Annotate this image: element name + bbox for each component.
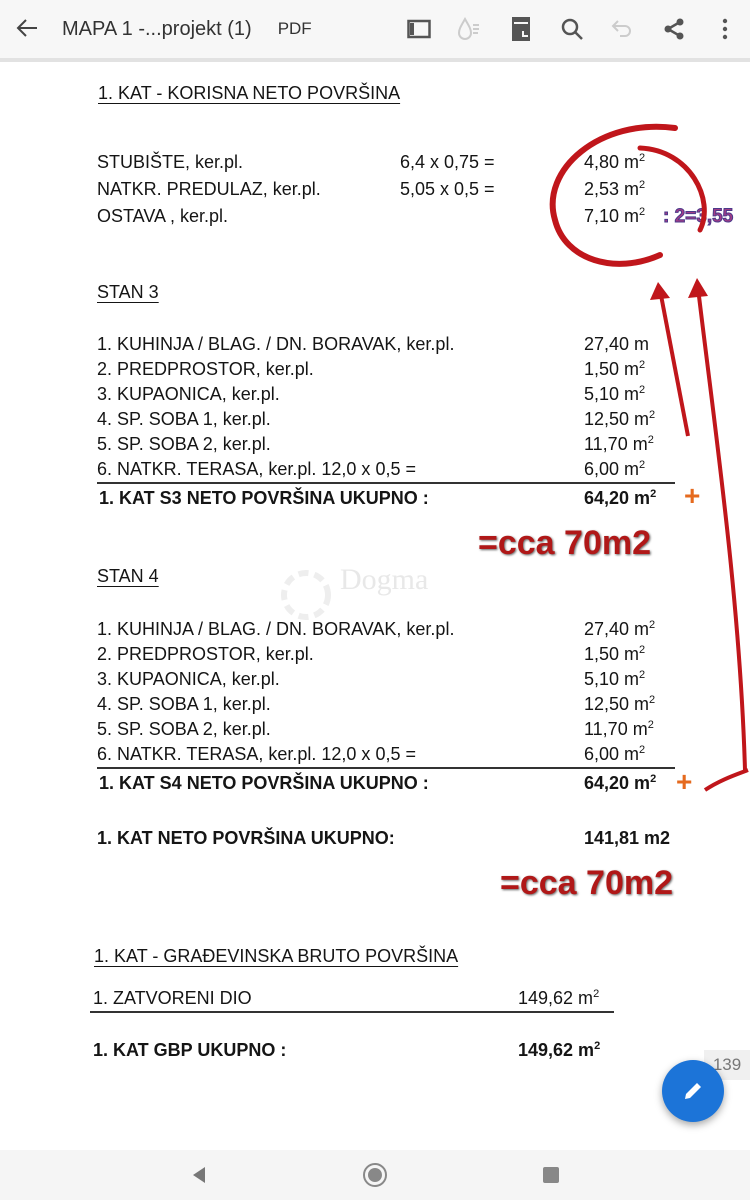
dogma-watermark: Dogma	[340, 563, 429, 596]
annotation-plus: +	[676, 766, 693, 797]
row-label: 4. SP. SOBA 1, ker.pl.	[97, 409, 271, 429]
nav-recents-icon[interactable]	[463, 1166, 639, 1184]
row-label: 3. KUPAONICA, ker.pl.	[97, 669, 280, 689]
net-total-label: 1. KAT NETO POVRŠINA UKUPNO:	[97, 828, 395, 848]
row-label: 6. NATKR. TERASA, ker.pl. 12,0 x 0,5 =	[97, 744, 416, 764]
row-label: 5. SP. SOBA 2, ker.pl.	[97, 434, 271, 454]
edit-pencil-icon	[681, 1079, 705, 1103]
row-label: 1. KUHINJA / BLAG. / DN. BORAVAK, ker.pl.	[97, 619, 455, 639]
nav-home-icon[interactable]	[287, 1162, 463, 1188]
row-label: NATKR. PREDULAZ, ker.pl.	[97, 179, 321, 199]
row-value: 2,53 $m^2$	[584, 179, 646, 199]
page-number-indicator: 139	[704, 1050, 750, 1080]
row-value: 12,50 $m^2$	[584, 694, 656, 714]
stan3-total-label: 1. KAT S3 NETO POVRŠINA UKUPNO :	[99, 488, 429, 508]
row-value: 6,00 $m^2$	[584, 744, 646, 764]
row-label: 1. ZATVORENI DIO	[93, 988, 252, 1008]
row-label: 1. KUHINJA / BLAG. / DN. BORAVAK, ker.pl.	[97, 334, 455, 354]
nav-back-icon[interactable]	[111, 1166, 287, 1184]
row-value: 11,70 $m^2$	[584, 434, 654, 454]
section-heading-stan4: STAN 4	[97, 566, 159, 586]
edit-fab-button[interactable]	[662, 1060, 724, 1122]
row-calc: 6,4 x 0,75 =	[400, 152, 495, 172]
row-value: 1,50 $m^2$	[584, 644, 646, 664]
stan4-total-value: 64,20 $m^2$	[584, 773, 657, 793]
row-value: 1,50 $m^2$	[584, 359, 646, 379]
annotation-ostava-half: : 2=3,55	[663, 206, 734, 227]
stan3-total-value: 64,20 $m^2$	[584, 488, 657, 508]
row-calc: 5,05 x 0,5 =	[400, 179, 495, 199]
row-value: 5,10 $m^2$	[584, 669, 646, 689]
net-total-value: 141,81 m2	[584, 828, 671, 848]
annotation-plus: +	[684, 480, 701, 511]
gbp-total-label: 1. KAT GBP UKUPNO :	[93, 1040, 287, 1060]
document-title: MAPA 1 -...projekt (1)	[62, 17, 252, 40]
row-label: STUBIŠTE, ker.pl.	[97, 152, 244, 172]
row-label: 2. PREDPROSTOR, ker.pl.	[97, 359, 314, 379]
annotation-cca-70m2: =cca 70m2	[500, 864, 673, 902]
file-type-label: PDF	[277, 19, 312, 38]
row-value: 6,00 $m^2$	[584, 459, 646, 479]
stan4-total-label: 1. KAT S4 NETO POVRŠINA UKUPNO :	[99, 773, 429, 793]
row-value: 7,10 $m^2$	[584, 206, 646, 226]
row-label: 5. SP. SOBA 2, ker.pl.	[97, 719, 271, 739]
row-label: 3. KUPAONICA, ker.pl.	[97, 384, 280, 404]
section-heading-korisna: 1. KAT - KORISNA NETO POVRŠINA	[98, 83, 401, 103]
annotation-cca-70m2: =cca 70m2	[478, 524, 651, 562]
row-label: 4. SP. SOBA 1, ker.pl.	[97, 694, 271, 714]
row-value: 27,40 m	[584, 334, 650, 354]
row-label: 2. PREDPROSTOR, ker.pl.	[97, 644, 314, 664]
row-value: 27,40 $m^2$	[584, 619, 656, 639]
row-value: 4,80 $m^2$	[584, 152, 646, 172]
row-value: 12,50 $m^2$	[584, 409, 656, 429]
row-label: 6. NATKR. TERASA, ker.pl. 12,0 x 0,5 =	[97, 459, 416, 479]
section-heading-gross: 1. KAT - GRAĐEVINSKA BRUTO POVRŠINA	[94, 946, 459, 966]
gbp-total-value: 149,62 $m^2$	[518, 1040, 601, 1060]
row-value: 5,10 $m^2$	[584, 384, 646, 404]
section-heading-stan3: STAN 3	[97, 282, 159, 302]
row-value: 149,62 $m^2$	[518, 988, 600, 1008]
row-label: OSTAVA , ker.pl.	[97, 206, 229, 226]
system-nav-bar	[0, 1150, 750, 1200]
row-value: 11,70 $m^2$	[584, 719, 654, 739]
